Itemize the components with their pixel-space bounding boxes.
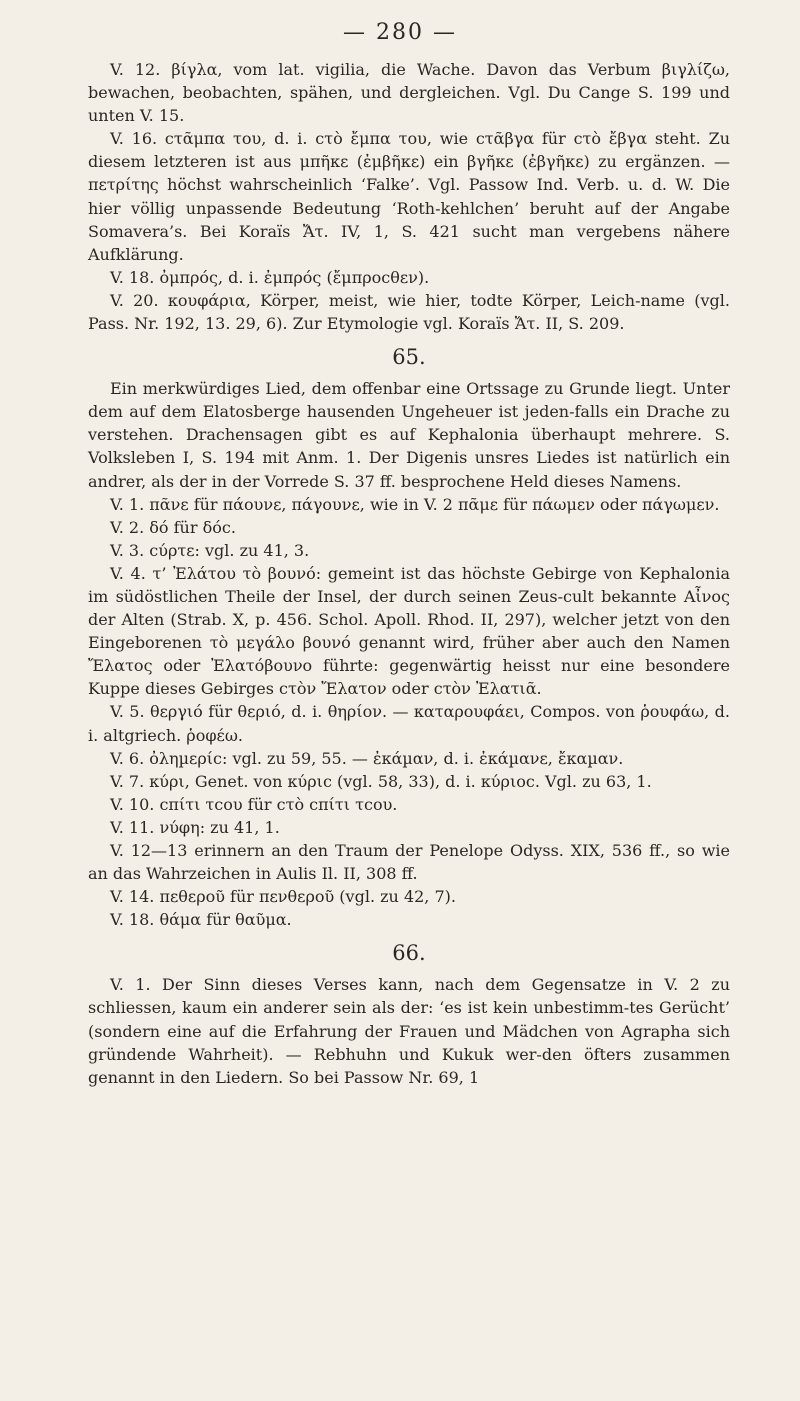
note-65-10: V. 10. cπίτι τcου für cτὸ cπίτι τcου. <box>110 794 398 814</box>
note-65-11: V. 11. νύφη: zu 41, 1. <box>110 817 280 837</box>
note-65-7: V. 7. κύρι, Genet. von κύριc (vgl. 58, 33), d. i. κύριοc. Vgl. zu 63, 1. <box>110 771 652 791</box>
note-65-12-13: V. 12—13 erinnern an den Traum der Penelope Odyss. XIX, 536 ff., so wie an das Wahrzeichen in Aulis Il. II, 308 ff. <box>88 841 730 884</box>
note-65-18: V. 18. θάμα für θαῦμα. <box>110 910 292 930</box>
note-65-5: V. 5. θεργιό für θεριό, d. i. θηρίον. — καταρουφάει, Compos. von ῥουφάω, d. i. altgriech. ῥοφέω. <box>88 702 730 745</box>
note-65-4: V. 4. τ’ Ἐλάτου τὸ βουνό: gemeint ist das höchste Gebirge von Kephalonia im südöstlichen Theile der Insel, der durch seinen Zeus-cult bekannte Αἶνος der Alten (Strab. X, p. 456. Schol. Apoll. Rhod. II, 297), welcher jetzt von den Eingeborenen τὸ μεγάλο βουνό genannt wird, früher aber auch den Namen Ἔλατος oder Ἐλατόβουνο führte: gegenwärtig heisst nur eine besondere Kuppe dieses Gebirges cτὸν Ἔλατον oder cτὸν Ἐλατιᾶ. <box>88 563 730 699</box>
section-heading-65: 65. <box>392 345 426 370</box>
note-18: V. 18. ὀμπρός, d. i. ἐμπρός (ἔμπροcθεν). <box>110 267 430 287</box>
note-65-6: V. 6. ὀληµερίc: vgl. zu 59, 55. — ἐκάµαν, d. i. ἐκάµανε, ἔκαµαν. <box>110 748 624 768</box>
note-65-2: V. 2. δό für δόc. <box>110 517 236 537</box>
page-number: — 280 — <box>343 20 457 45</box>
note-65-1: V. 1. πᾶνε für πάουνε, πάγουνε, wie in V. 2 πᾶμε für πάωμεν oder πάγωμεν. <box>110 494 720 514</box>
note-12: V. 12. βίγλα, vom lat. vigilia, die Wache. Davon das Verbum βιγλίζω, bewachen, beobachten, spähen, und dergleichen. Vgl. Du Cange S. 199 und unten V. 15. <box>88 60 730 126</box>
note-65-14: V. 14. πεθεροῦ für πενθεροῦ (vgl. zu 42, 7). <box>110 887 456 907</box>
section-heading-66: 66. <box>392 941 426 966</box>
note-66-1: V. 1. Der Sinn dieses Verses kann, nach dem Gegensatze in V. 2 zu schliessen, kaum ein anderer sein als der: ‘es ist kein unbestimm-tes Gerücht’ (sondern eine auf die Erfahrung der Frauen und Mädchen von Agrapha sich gründende Wahrheit). — Rebhuhn und Kukuk wer-den öfters zusammen genannt in den Liedern. So bei Passow Nr. 69, 1 <box>88 975 730 1087</box>
note-16: V. 16. cτᾶμπα του, d. i. cτὸ ἔμπα του, wie cτᾶβγα für cτὸ ἔβγα steht. Zu diesem letzteren ist aus μπῆκε (ἐμβῆκε) ein βγῆκε (ἐβγῆκε) zu ergänzen. — πετρίτης höchst wahrscheinlich ‘Falke’. Vgl. Passow Ind. Verb. u. d. W. Die hier völlig unpassende Bedeutung ‘Roth-kehlchen’ beruht auf der Angabe Somavera’s. Bei Koraïs Ἄτ. IV, 1, S. 421 sucht man vergebens nähere Aufklärung. <box>88 129 730 264</box>
note-20: V. 20. κουφάρια, Körper, meist, wie hier, todte Körper, Leich-name (vgl. Pass. Nr. 192, 13. 29, 6). Zur Etymologie vgl. Koraïs Ἄτ. II, S. 209. <box>88 290 730 334</box>
note-65-3: V. 3. cύρτε: vgl. zu 41, 3. <box>110 540 310 560</box>
intro-paragraph-65: Ein merkwürdiges Lied, dem offenbar eine Ortssage zu Grunde liegt. Unter dem auf dem Elatosberge hausenden Ungeheuer ist jeden-falls ein Drache zu verstehen. Drachensagen gibt es auf Kephalonia überhaupt mehrere. S. Volksleben I, S. 194 mit Anm. 1. Der Digenis unsres Liedes ist natürlich ein andrer, als der in der Vorrede S. 37 ff. besprochene Held dieses Namens. <box>88 379 730 491</box>
